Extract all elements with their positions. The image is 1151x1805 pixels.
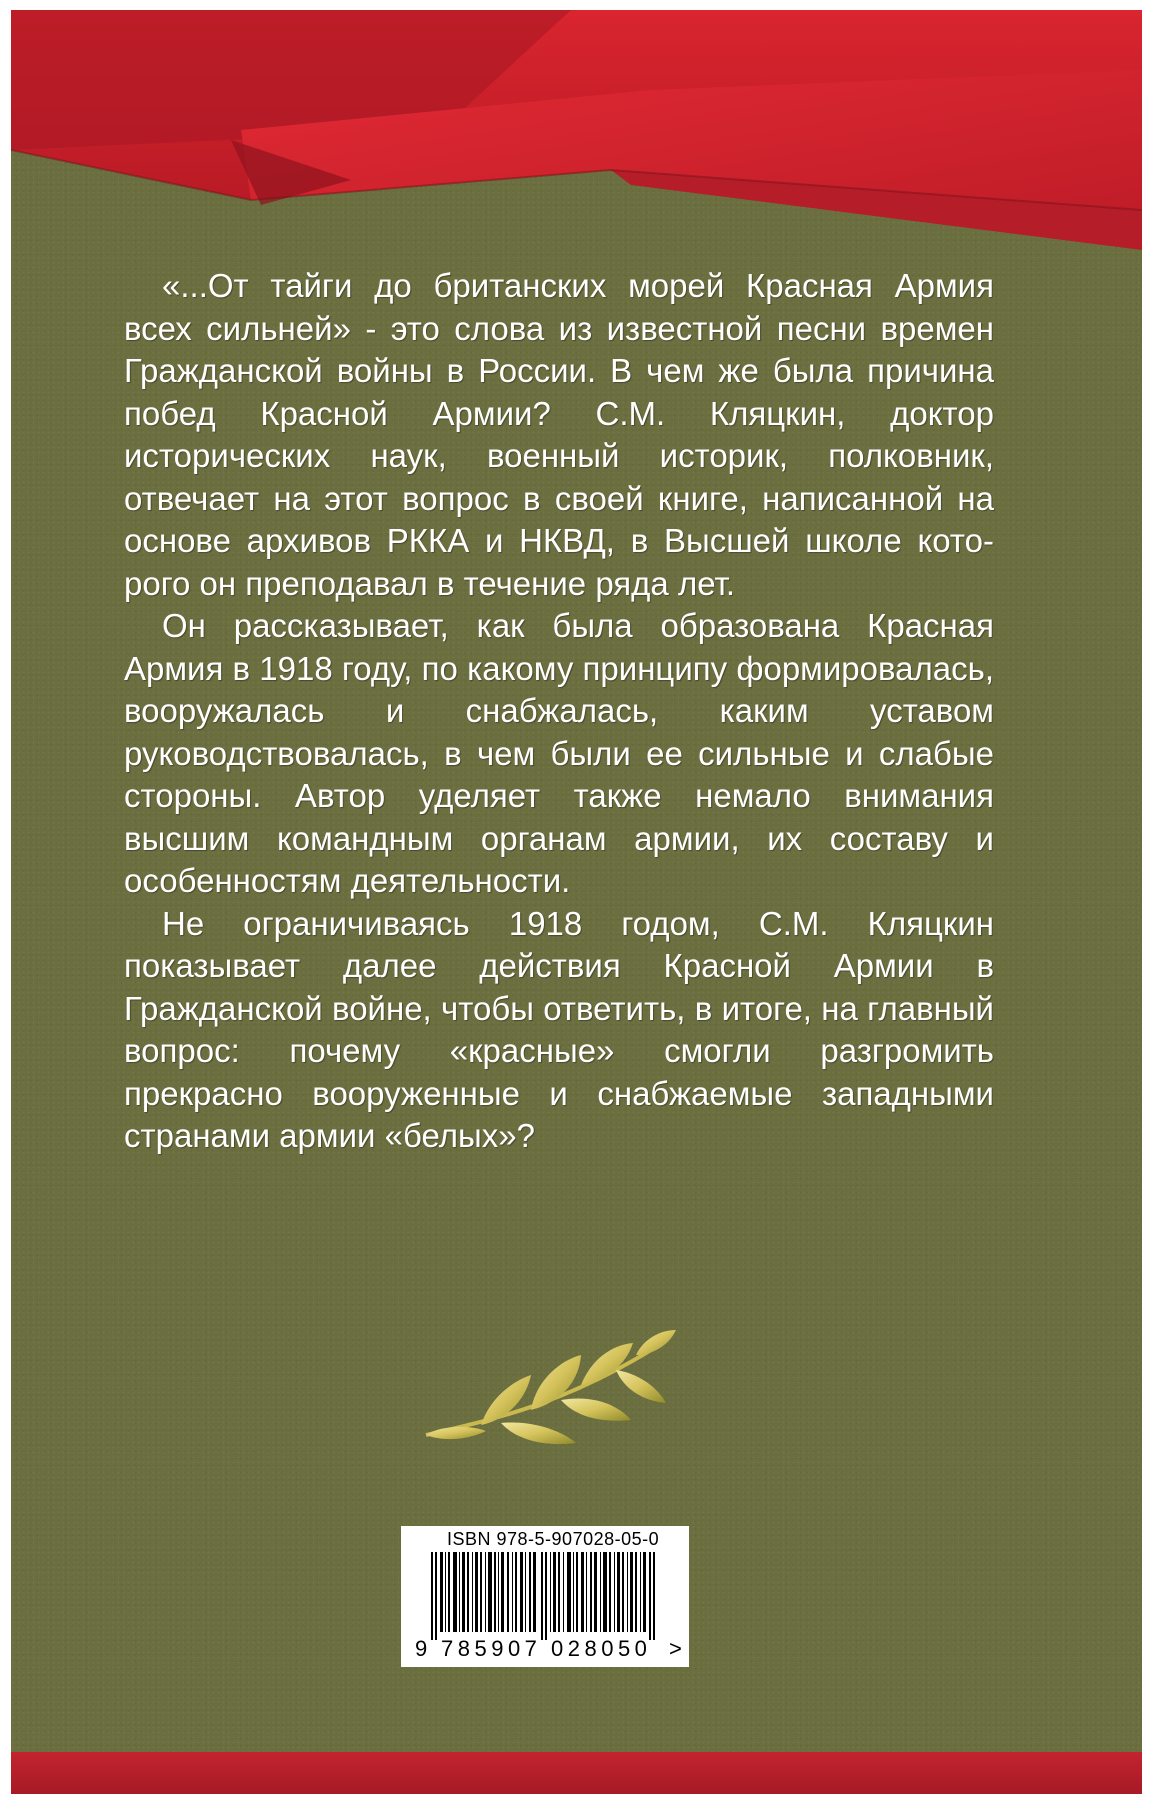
book-back-cover: [11, 10, 1142, 1794]
annotation-text: [124, 265, 994, 1158]
isbn-label: ISBN 978-5-907028-05-0: [447, 1529, 660, 1549]
laurel-branch-icon: [411, 1325, 691, 1475]
isbn-group-2: 028050: [551, 1636, 652, 1661]
isbn-barcode: [401, 1526, 689, 1667]
paragraph-3: Не ограничиваясь 1918 годом, С.М. Кляцкин показывает далее действия Красной Армии в Гражданской войне, чтобы ответить, в итоге, на главный вопрос: почему «красные» смогли разгромить прекрасно вооруженные и снабжаемые западными странами армии «белых»?: [124, 904, 994, 1154]
red-flag-banner: [11, 10, 1142, 270]
flag-graphic: [11, 10, 1142, 270]
isbn-quiet-mark: >: [669, 1636, 687, 1661]
isbn-first-digit: 9: [415, 1636, 432, 1661]
barcode-bars: [417, 1552, 673, 1642]
paragraph-1: «...От тайги до британских морей Красная Армия всех сильней» - это слова из известной песни времен Гражданской войны в России. В чем же была причина побед Красной Армии? С.М. Кляцкин, доктор исторических наук, военный историк, полковник, отвечает на этот вопрос в своей книге, написанной на основе архивов РККА и НКВД, в Высшей школе которого он преподавал в течение ряда лет.: [124, 267, 994, 602]
paragraph-2: Он рассказывает, как была образована Красная Армия в 1918 году, по какому принципу формировалась, вооружалась и снабжалась, каким уставом руководствовалась, в чем были ее сильные и слабые стороны. Автор уделяет также немало внимания высшим командным органам армии, их составу и особенностям деятельности.: [124, 607, 994, 899]
bottom-red-band: [11, 1752, 1142, 1794]
isbn-group-1: 785907: [441, 1636, 542, 1661]
